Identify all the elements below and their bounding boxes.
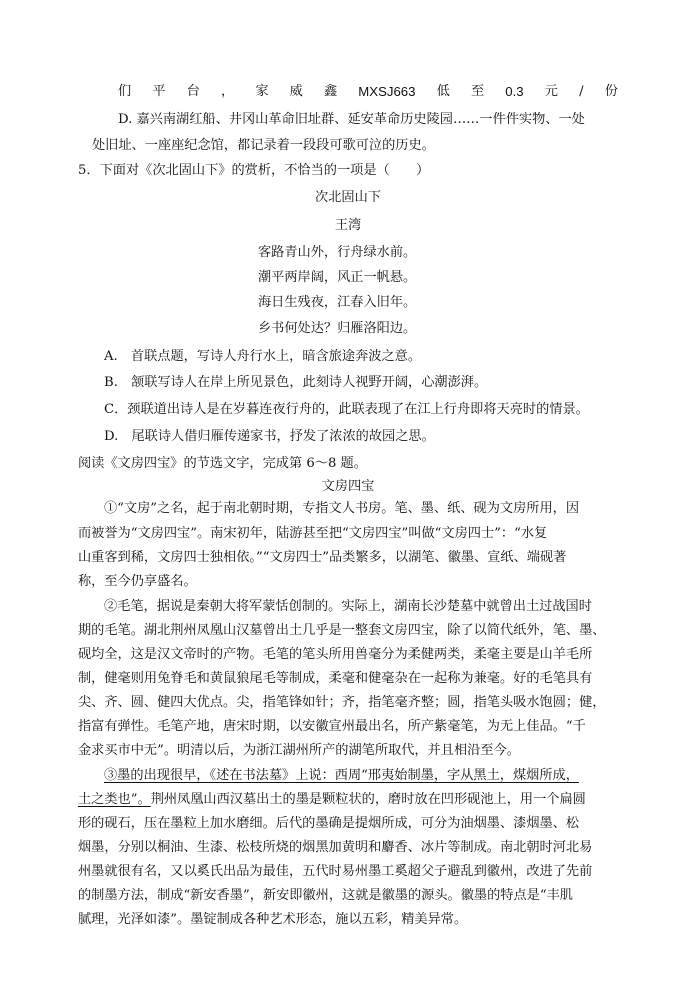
text-fragment: 0.3 <box>505 84 524 99</box>
poem-line: 客路青山外，行舟绿水前。 <box>258 245 417 260</box>
paragraph-3-line: 烟墨，分别以桐油、生漆、松枝所烧的烟黑加黄明和麝香、冰片等制成。南北朝时河北易 <box>78 840 593 855</box>
q5-option-b: B. 颔联写诗人在岸上所见景色，此刻诗人视野开阔，心潮澎湃。 <box>104 375 488 390</box>
q4-option-d-line1: D. 嘉兴南湖红船、井冈山革命旧址群、延安革命历史陵园……一件件实物、一处 <box>118 112 585 127</box>
q4-option-d-line2: 处旧址、一座座纪念馆，都记录着一段段可歌可泣的历史。 <box>92 138 435 153</box>
paragraph-2-line: ②毛笔，据说是秦朝大将军蒙恬创制的。实际上，湖南长沙楚墓中就曾出土过战国时 <box>104 599 592 614</box>
paragraph-1-line: 而被誉为“文房四宝”。南宋初年，陆游甚至把“文房四宝”叫做“文房四士”：“水复 <box>78 526 548 541</box>
text-fragment: 们 <box>118 84 132 99</box>
paragraph-1-line: ①“文房”之名，起于南北朝时期，专指文人书房。笔、墨、纸、砚为文房所用，因 <box>104 501 580 516</box>
text-fragment: 威 <box>289 84 303 99</box>
paragraph-3-line: 州墨就很有名，又以奚氏出品为最佳，五代时易州墨工奚超父子避乱到徽州，改进了先前 <box>78 864 593 879</box>
poem-author: 王湾 <box>334 218 362 233</box>
text-fragment: ， <box>220 84 235 99</box>
paragraph-1-line: 称，至今仍享盛名。 <box>78 574 197 589</box>
poem-line: 乡书何处达？归雁洛阳边。 <box>258 321 417 336</box>
q5-option-c: C．颈联道出诗人是在岁暮连夜行舟的，此联表现了在江上行舟即将天亮时的情景。 <box>104 402 589 417</box>
poem-line: 海日生残夜，江春入旧年。 <box>258 295 417 310</box>
text-fragment: / <box>579 84 584 99</box>
paragraph-2-line: 砚均全，这是汉文帝时的产物。毛笔的笔头所用兽毫分为柔健两类，柔毫主要是山羊毛所 <box>78 647 593 662</box>
paragraph-2-line: 尖、齐、圆、健四大优点。尖，指笔锋如针；齐，指笔毫齐整；圆，指笔头吸水饱圆；健， <box>78 695 606 710</box>
text-fragment: 鑫 <box>323 84 338 99</box>
text-fragment: 份 <box>604 84 618 99</box>
question-5-stem: 5．下面对《次北固山下》的赏析，不恰当的一项是（ ） <box>78 163 430 178</box>
passage-title: 文房四宝 <box>321 479 375 494</box>
text-fragment: 元 <box>544 84 558 99</box>
text-fragment: 台 <box>186 84 200 99</box>
text-fragment: 平 <box>152 84 166 99</box>
paragraph-3-line: 腻理，光泽如漆”。墨锭制成各种艺术形态，施以五彩，精美异常。 <box>78 912 468 927</box>
poem-line: 潮平两岸阔，风正一帆悬。 <box>258 270 417 285</box>
paragraph-3-line: 形的砚石，压在墨粒上加水磨细。后代的墨确是提烟所成，可分为油烟墨、漆烟墨、松 <box>78 816 580 831</box>
q5-option-d: D. 尾联诗人借归雁传递家书，抒发了浓浓的故园之思。 <box>104 429 435 444</box>
text-fragment: 低 <box>436 84 450 99</box>
paragraph-3-line <box>78 791 586 809</box>
text-fragment: 家 <box>255 84 269 99</box>
paragraph-2-line: 金求买市中无”。明清以后，为浙江湖州所产的湖笔所取代，并且相沿至今。 <box>78 743 520 758</box>
paragraph-1-line: 山重客到稀，文房四士独相依。”“文房四士”品类繁多，以湖笔、徽墨、宣纸、端砚著 <box>78 550 567 565</box>
q5-option-a: A. 首联点题，写诗人舟行水上，暗含旅途奔波之意。 <box>104 349 422 364</box>
text-fragment: 至 <box>470 84 485 99</box>
paragraph-3-underlined-end: 土之类也”。 <box>78 792 151 807</box>
reading-intro: 阅读《文房四宝》的节选文字，完成第 6～8 题。 <box>78 456 367 471</box>
paragraph-2-line: 指富有弹性。毛笔产地，唐宋时期，以安徽宣州最出名，所产紫毫笔，为无上佳品。“千 <box>78 719 586 734</box>
continued-text-line <box>118 83 618 101</box>
paragraph-2-line: 制，健毫则用兔脊毛和黄鼠狼尾毛等制成，柔毫和健毫杂在一起称为兼毫。好的毛笔具有 <box>78 671 593 686</box>
poem-title: 次北固山下 <box>315 190 381 205</box>
text-fragment: MXSJ663 <box>358 84 416 99</box>
paragraph-3-underlined-line: ③墨的出现很早，《述在书法墓》上说：西周“邢夷始制墨，字从黑土，煤烟所成， <box>104 768 579 783</box>
paragraph-3-continuation: 荆州凤凰山西汉墓出土的墨是颗粒状的，磨时放在凹形砚池上，用一个扁圆 <box>150 792 586 807</box>
paragraph-3-line: 的制墨方法，制成“新安香墨”，新安即徽州，这就是徽墨的源头。徽墨的特点是“丰肌 <box>78 888 573 903</box>
paragraph-2-line: 期的毛笔。湖北荆州凤凰山汉墓曾出土几乎是一整套文房四宝，除了以简代纸外，笔、墨、 <box>78 623 606 638</box>
